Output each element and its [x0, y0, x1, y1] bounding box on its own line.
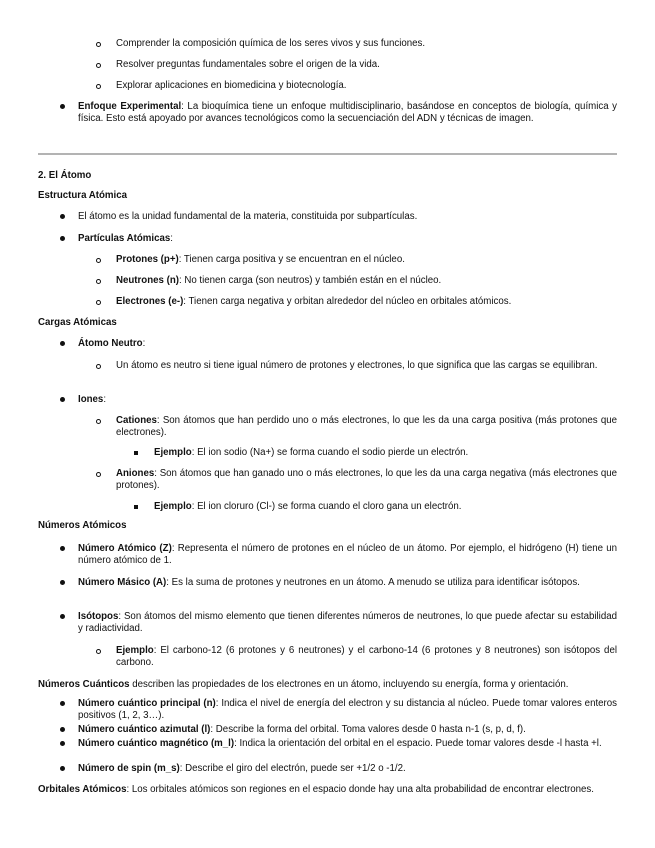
bullet-icon	[60, 236, 65, 241]
bullet-icon	[60, 701, 65, 706]
circle-bullet-icon	[96, 419, 101, 424]
bullet-icon	[60, 580, 65, 585]
list-item: Número cuántico magnético (m_l): Indica la orientación del orbital en el espacio. Puede tomar valores desde -l hasta +l.	[78, 738, 602, 749]
bullet-icon	[60, 341, 65, 346]
list-item: Resolver preguntas fundamentales sobre el origen de la vida.	[116, 59, 380, 70]
bullet-icon	[60, 614, 65, 619]
square-bullet-icon	[134, 451, 138, 455]
enfoque-label: Enfoque Experimental	[78, 101, 182, 112]
list-item: Comprender la composición química de los seres vivos y sus funciones.	[116, 38, 426, 49]
heading-estructura: Estructura Atómica	[38, 190, 128, 201]
particle-item: Electrones (e-): Tienen carga negativa y orbitan alrededor del núcleo en orbitales atómicos.	[116, 296, 512, 307]
enfoque-paragraph: Enfoque Experimental: La bioquímica tiene un enfoque multidisciplinario, basándose en conceptos de biología, química y física. Esto está apoyado por avances tecnológicos como la secuenciación del ADN y técnicas de imagen.	[78, 101, 618, 124]
circle-bullet-icon	[96, 63, 101, 68]
bullet-icon	[60, 546, 65, 551]
bullet-icon	[60, 104, 65, 109]
list-item: Partículas Atómicas:	[78, 233, 173, 244]
aniones-item: Aniones: Son átomos que han ganado uno o más electrones, lo que les da una carga negativa (más electrones que protones).	[116, 468, 617, 491]
list-item: Número cuántico principal (n): Indica el nivel de energía del electron y su distancia al núcleo. Puede tomar valores enteros positivos (1, 2, 3…).	[78, 698, 617, 721]
particle-item: Protones (p+): Tienen carga positiva y se encuentran en el núcleo.	[116, 254, 405, 265]
bullet-icon	[60, 397, 65, 402]
heading-numeros: Números Atómicos	[38, 520, 127, 531]
circle-bullet-icon	[96, 472, 101, 477]
circle-bullet-icon	[96, 84, 101, 89]
cationes-item: Cationes: Son átomos que han perdido uno o más electrones, lo que les da una carga positiva (más protones que electrones).	[116, 415, 617, 438]
bullet-icon	[60, 766, 65, 771]
heading-cargas: Cargas Atómicas	[38, 317, 117, 328]
list-item: Número Másico (A): Es la suma de protones y neutrones en un átomo. A menudo se utiliza para identificar isótopos.	[78, 577, 580, 588]
bullet-icon	[60, 727, 65, 732]
ejemplo-item: Ejemplo: El carbono-12 (6 protones y 6 neutrones) y el carbono-14 (6 protones y 8 neutrones) son isótopos del carbono.	[116, 645, 617, 668]
cuanticos-paragraph: Números Cuánticos describen las propiedades de los electrones en un átomo, incluyendo su energía, forma y orientación.	[38, 679, 569, 690]
list-item: Explorar aplicaciones en biomedicina y biotecnología.	[116, 80, 347, 91]
section-title: 2. El Átomo	[38, 170, 92, 181]
circle-bullet-icon	[96, 258, 101, 263]
bullet-icon	[60, 741, 65, 746]
bullet-icon	[60, 214, 65, 219]
neutro-text: Un átomo es neutro si tiene igual número de protones y electrones, lo que significa que las cargas se equilibran.	[116, 360, 598, 371]
orbitales-paragraph: Orbitales Atómicos: Los orbitales atómicos son regiones en el espacio donde hay una alta probabilidad de encontrar electrones.	[38, 784, 594, 795]
list-item: Átomo Neutro:	[78, 338, 146, 349]
list-item: Número de spin (m_s): Describe el giro del electrón, puede ser +1/2 o -1/2.	[78, 763, 406, 774]
circle-bullet-icon	[96, 364, 101, 369]
ejemplo-item: Ejemplo: El ion sodio (Na+) se forma cuando el sodio pierde un electrón.	[154, 447, 469, 458]
list-item: Iones:	[78, 394, 107, 405]
section-divider	[38, 153, 617, 155]
list-item: Número cuántico azimutal (l): Describe la forma del orbital. Toma valores desde 0 hasta n-1 (s, p, d, f).	[78, 724, 526, 735]
circle-bullet-icon	[96, 279, 101, 284]
circle-bullet-icon	[96, 300, 101, 305]
square-bullet-icon	[134, 505, 138, 509]
ejemplo-item: Ejemplo: El ion cloruro (Cl-) se forma cuando el cloro gana un electrón.	[154, 501, 462, 512]
particle-item: Neutrones (n): No tienen carga (son neutros) y también están en el núcleo.	[116, 275, 442, 286]
circle-bullet-icon	[96, 42, 101, 47]
list-item: Isótopos: Son átomos del mismo elemento que tienen diferentes números de neutrones, lo que puede afectar su estabilidad y radiactividad.	[78, 611, 617, 634]
circle-bullet-icon	[96, 649, 101, 654]
list-item: Número Atómico (Z): Representa el número de protones en el núcleo de un átomo. Por ejemplo, el hidrógeno (H) tiene un número atómico de 1.	[78, 543, 618, 566]
list-item: El átomo es la unidad fundamental de la materia, constituida por subpartículas.	[78, 211, 418, 222]
